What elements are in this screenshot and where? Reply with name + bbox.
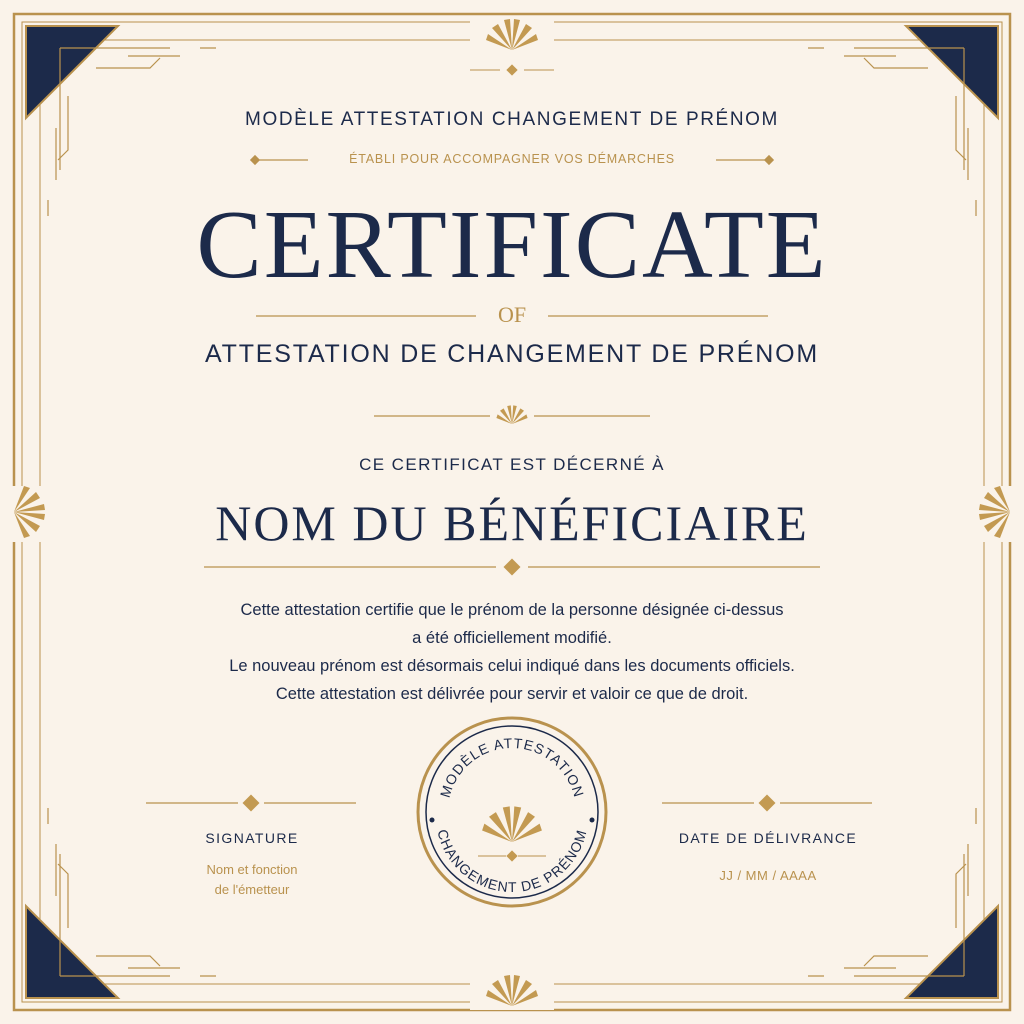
awarded-to-label: CE CERTIFICAT EST DÉCERNÉ À [359,455,665,474]
seal [418,718,606,906]
signature-issuer [146,860,358,900]
signature-line: de l'émetteur [214,882,290,897]
body-line: Cette attestation certifie que le prénom de la personne désignée ci-dessus [240,601,784,619]
bottom-fan-ornament [470,975,554,1010]
signature-label: SIGNATURE [205,830,299,846]
body-line: Le nouveau prénom est désormais celui indiqué dans les documents officiels. [229,657,795,675]
header-subtitle: ÉTABLI POUR ACCOMPAGNER VOS DÉMARCHES [349,152,675,166]
seal-top-text: MODÈLE ATTESTATION [436,734,588,800]
body-line: Cette attestation est délivrée pour servir et valoir ce que de droit. [275,685,749,703]
certificate-title: CERTIFICATE [196,191,828,299]
date-block [662,830,874,886]
of-label: OF [497,302,527,327]
name-divider [204,559,820,576]
date-value: JJ / MM / AAAA [719,868,817,883]
date-label: DATE DE DÉLIVRANCE [678,830,858,846]
signature-block [146,830,358,900]
signature-line: Nom et fonction [206,862,298,877]
recipient-name: NOM DU BÉNÉFICIAIRE [215,495,809,551]
certificate-body [0,596,1024,708]
body-line: a été officiellement modifié. [412,629,612,647]
middle-fan-divider [374,405,650,424]
certificate-subtitle: ATTESTATION DE CHANGEMENT DE PRÉNOM [205,340,819,368]
seal-bottom-text: CHANGEMENT DE PRÉNOM [434,827,590,896]
header-title: MODÈLE ATTESTATION CHANGEMENT DE PRÉNOM [245,109,779,130]
signature-divider [146,795,356,812]
date-divider [662,795,872,812]
top-fan-ornament [470,18,554,76]
